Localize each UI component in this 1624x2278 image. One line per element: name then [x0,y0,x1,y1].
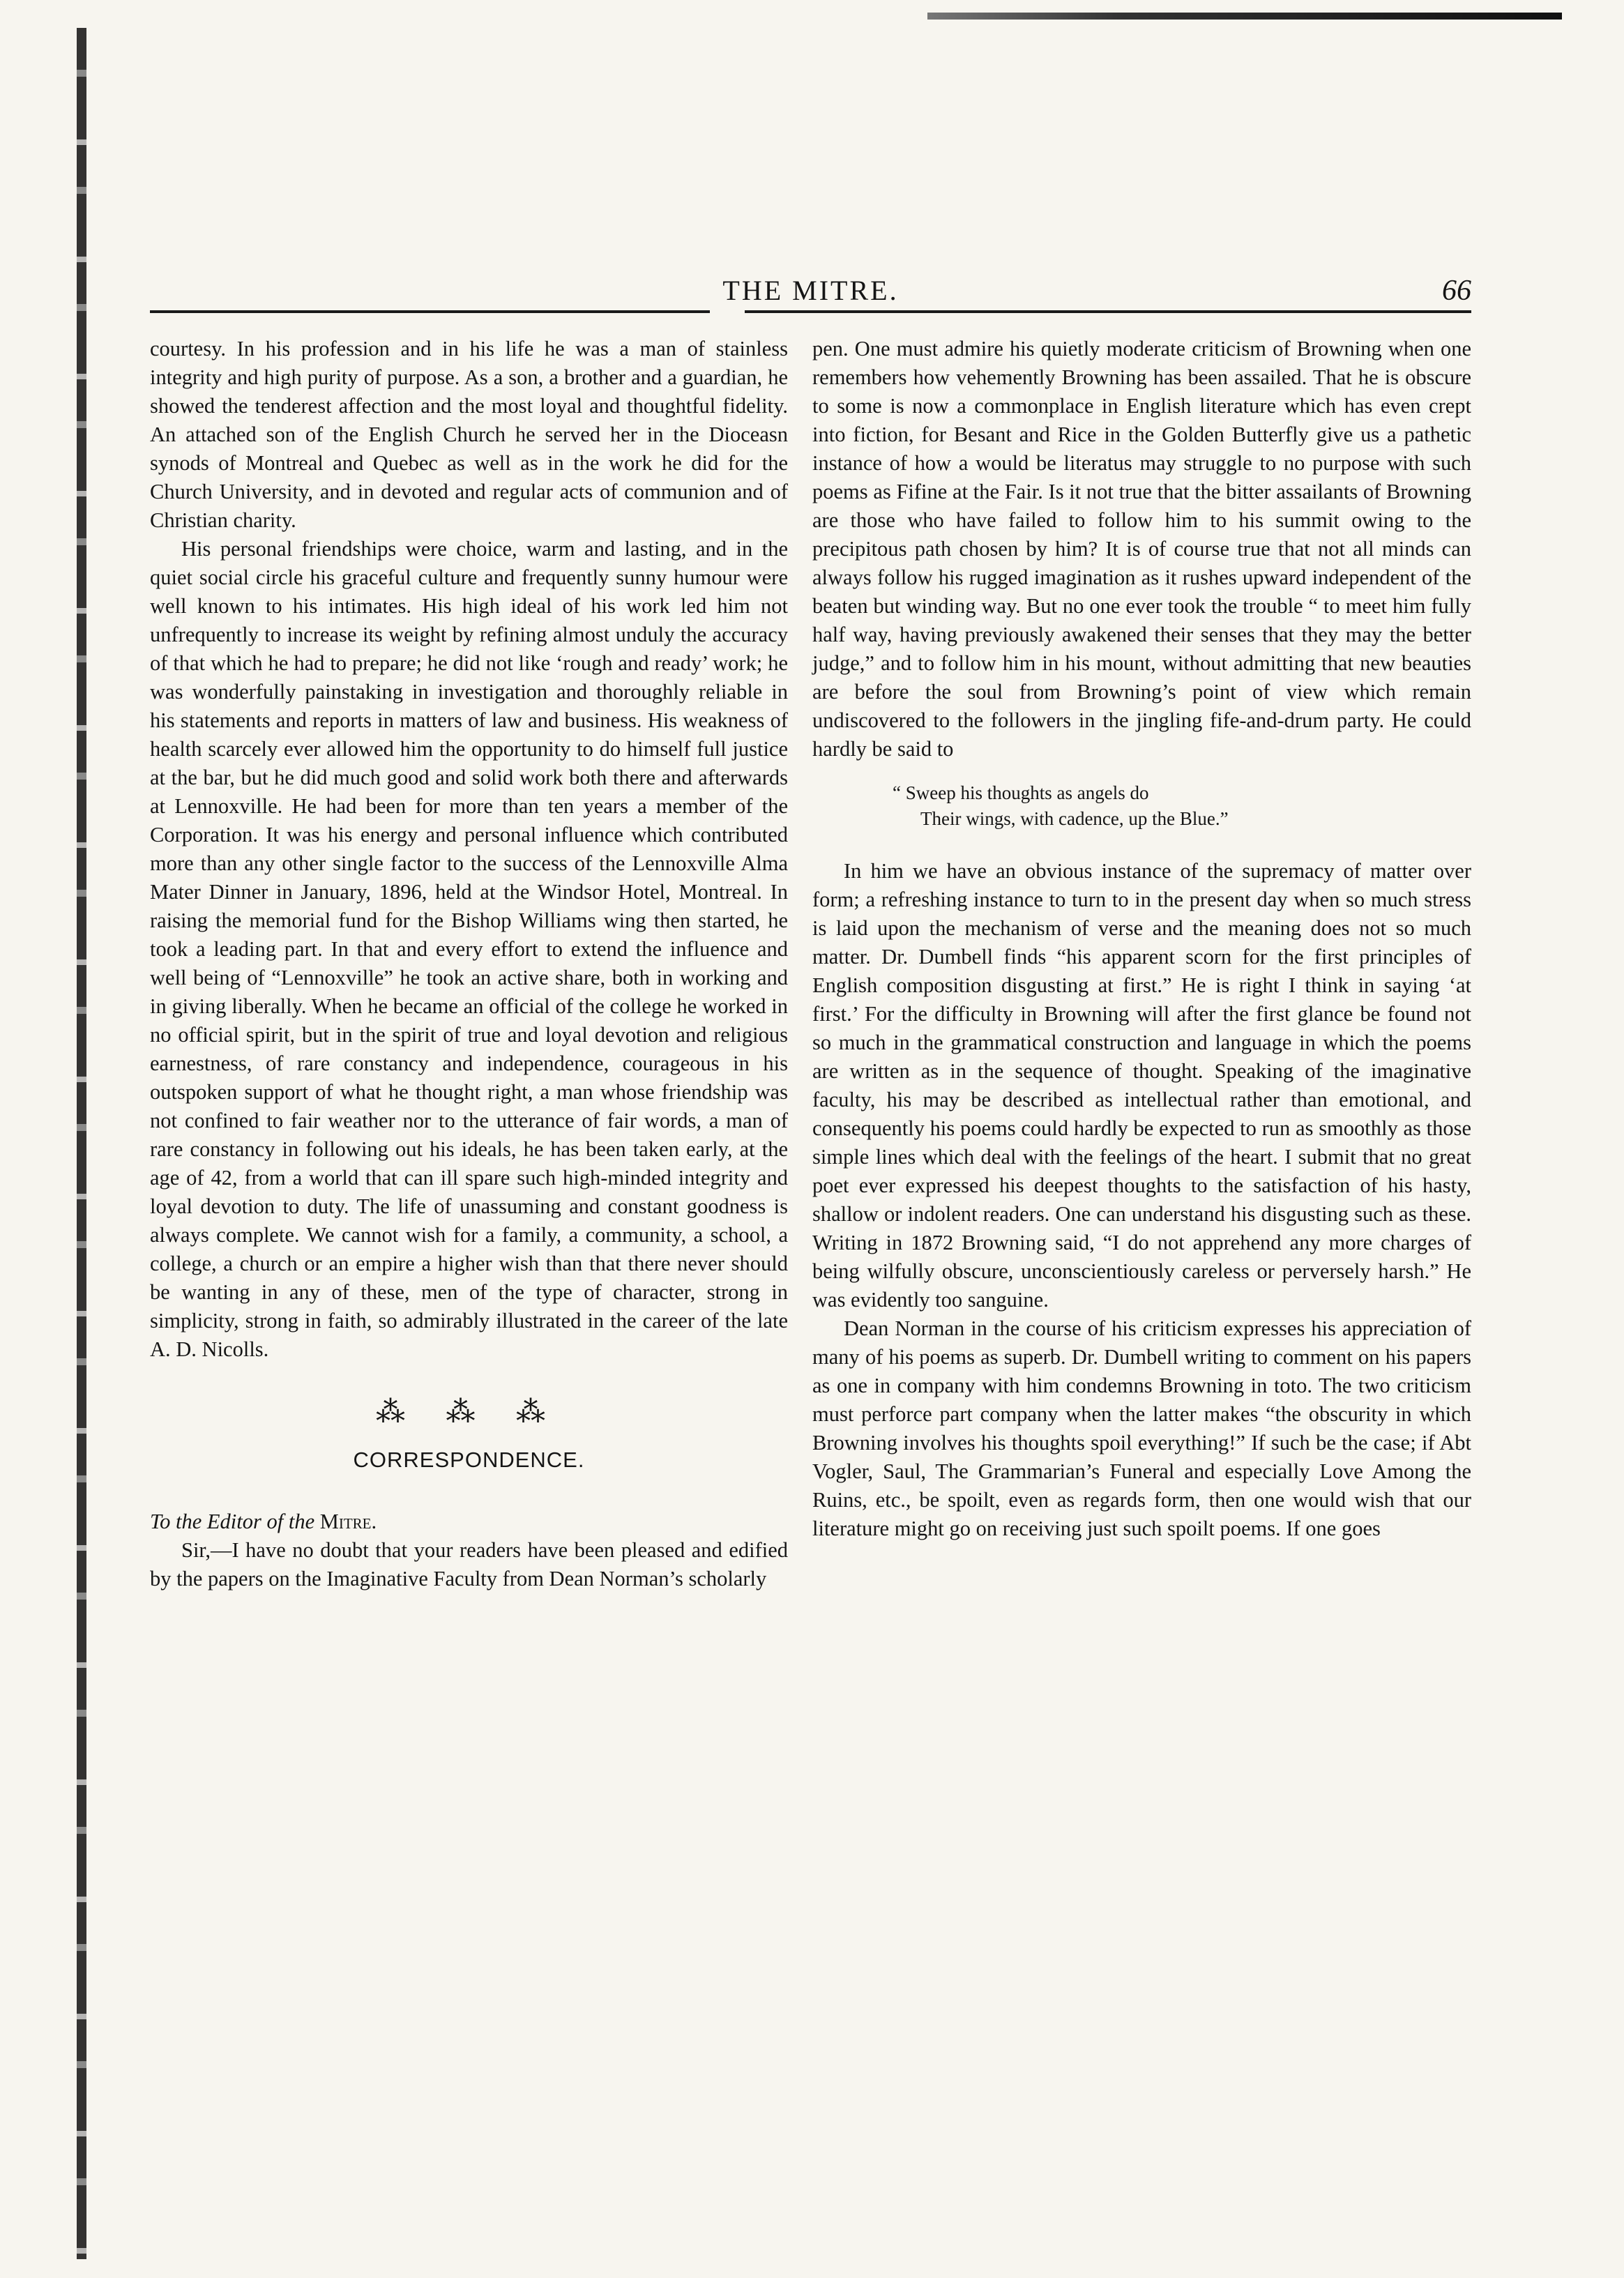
letter-opening: Sir,—I have no doubt that your readers have been pleased and edified by the papers on the Imaginative Faculty from Dean Norman’s scholarly [150,1538,788,1590]
salutation-prefix: To the Editor of the [150,1510,315,1533]
binding-edge [77,28,86,2259]
letter-paragraph: Dean Norman in the course of his criticism expresses his appreciation of many of his poems as superb. Dr. Dumbell writing to comment on his papers as one in company with him condemns Browning in toto. The two criticism must perforce part company when the latter makes “the obscurity in which Browning involves his thoughts spoil everything!” If such be the case; if Abt Vogler, Saul, The Grammarian’s Funeral and especially Love Among the Ruins, etc., be spoilt, even as regards form, then one would wish that our literature might go on receiving just such spoilt poems. If one goes [812,1316,1471,1540]
header-rule [150,310,1471,313]
section-heading: CORRESPONDENCE. [353,1448,585,1472]
right-column [812,335,1471,1543]
running-title: THE MITRE. [722,275,899,306]
letter-salutation [150,1508,788,1536]
section-ornament: ⁂ ⁂ ⁂ [376,1397,562,1429]
letter-paragraph: In him we have an obvious instance of the supremacy of matter over form; a refreshing instance to turn to in the present day when so much stress is laid upon the mechanism of verse and the meaning does not so much matter. Dr. Dumbell finds “his apparent scorn for the first principles of English composition disgusting at first.” He is right I think in saying ‘at first.’ For the difficulty in Browning will after the first glance be found not so much in the grammatical construction and language in which the poems are written as in the sequence of thought. Speaking of the imaginative faculty, his may be described as intellectual rather than emotional, and consequently his poems could hardly be expected to run as smoothly as those simple lines which deal with the feelings of the heart. I submit that no great poet ever expressed his deepest thoughts to the satisfaction of his hasty, shallow or indolent readers. One can understand his disgusting such as these. Writing in 1872 Browning said, “I do not apprehend any more charges of being wilfully obscure, unconscientiously careless or perversely harsh.” He was evidently too sanguine. [812,859,1471,1312]
salutation-journal: Mitre. [319,1510,377,1533]
left-column [150,335,788,1593]
page-header [150,274,1471,316]
top-edge-rule [927,13,1562,20]
page-number: 66 [1442,275,1471,307]
verse-quotation [893,780,1471,832]
header-rule-gap [710,307,745,317]
quote-line-2: Their wings, with cadence, up the Blue.” [920,808,1229,829]
quote-line-1: “ Sweep his thoughts as angels do [893,782,1149,803]
letter-paragraph: pen. One must admire his quietly moderate criticism of Browning when one remembers how vehemently Browning has been assailed. That he is obscure to some is now a commonplace in English literature which has even crept into fiction, for Besant and Rice in the Golden Butterfly give us a pathetic instance of how a would be literatus may struggle to no purpose with such poems as Fifine at the Fair. Is it not true that the bitter assailants of Browning are those who have failed to follow him to his summit owing to the precipitous path chosen by him? It is of course true that not all minds can always follow his rugged imagination as it rushes upward independent of the beaten but winding way. But no one ever took the trouble “ to meet him fully half way, having previously awakened their senses that they may the better judge,” and to follow him in his mount, without admitting that new beauties are before the soul from Browning’s point of view which remain undiscovered to the followers in the jingling fife-and-drum party. He could hardly be said to [812,337,1471,761]
obituary-paragraph: His personal friendships were choice, warm and lasting, and in the quiet social circle his graceful culture and frequently sunny humour were well known to his intimates. His high ideal of his work led him not unfrequently to increase its weight by refining almost unduly the accuracy of that which he had to prepare; he did not like ‘rough and ready’ work; he was wonderfully painstaking in investigation and thoroughly reliable in his statements and reports in matters of law and business. His weakness of health scarcely ever allowed him the opportunity to do himself full justice at the bar, but he did much good and solid work both there and afterwards at Lennoxville. He had been for more than ten years a member of the Corporation. It was his energy and personal influence which contributed more than any other single factor to the success of the Lennoxville Alma Mater Dinner in January, 1896, held at the Windsor Hotel, Montreal. In raising the memorial fund for the Bishop Williams wing then started, he took a leading part. In that and every effort to extend the influence and well being of “Lennoxville” he took an active share, both in working and in giving liberally. When he became an official of the college he worked in no official spirit, but in the spirit of true and loyal devotion and religious earnestness, of rare constancy and independence, courageous in his outspoken support of what he thought right, a man whose friendship was not confined to fair weather nor to the utterance of fair words, a man of rare constancy in following out his ideals, he has been taken early, at the age of 42, from a world that can ill spare such high-minded integrity and loyal devotion to duty. The life of unassuming and constant goodness is always complete. We cannot wish for a family, a community, a school, a college, a church or an empire a higher wish than that there never should be wanting in any of these, men of the type of character, strong in simplicity, strong in faith, so admirably illustrated in the career of the late A. D. Nicolls. [150,537,788,1361]
obituary-continuation: courtesy. In his profession and in his life he was a man of stainless integrity and high purity of purpose. As a son, a brother and a guardian, he showed the tenderest affection and the most loyal and thoughtful fidelity. An attached son of the English Church he served her in the Dioceasn synods of Montreal and Quebec as well as in the work he did for the Church University, and in devoted and regular acts of communion and of Christian charity. [150,337,788,532]
